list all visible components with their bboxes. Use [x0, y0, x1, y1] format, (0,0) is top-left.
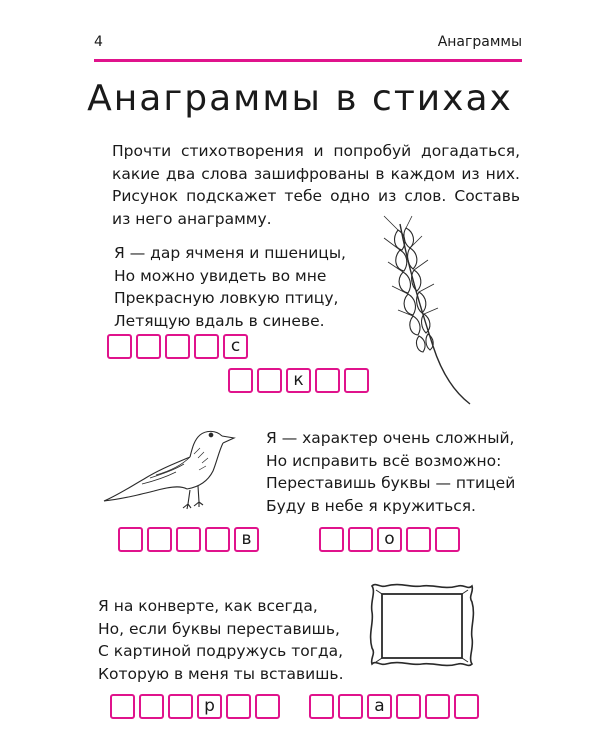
raven-illustration: [100, 418, 235, 513]
letter-box[interactable]: [338, 694, 363, 719]
letter-box[interactable]: к: [286, 368, 311, 393]
letter-box[interactable]: [136, 334, 161, 359]
page-number: 4: [94, 34, 103, 50]
letter-box[interactable]: [165, 334, 190, 359]
letter-box[interactable]: [396, 694, 421, 719]
riddle-3-word-2-boxes: [309, 694, 479, 719]
letter-box[interactable]: [118, 527, 143, 552]
poem-line: Но, если буквы переставишь,: [98, 619, 340, 638]
letter-box[interactable]: [194, 334, 219, 359]
riddle-1-poem: [114, 242, 346, 332]
letter-box[interactable]: [147, 527, 172, 552]
poem-line: Но можно увидеть во мне: [114, 266, 327, 285]
letter-box[interactable]: [255, 694, 280, 719]
riddle-3-poem: [98, 595, 344, 685]
poem-line: Я — дар ячменя и пшеницы,: [114, 244, 346, 262]
letter-box[interactable]: [176, 527, 201, 552]
letter-box[interactable]: [257, 368, 282, 393]
letter-box[interactable]: [315, 368, 340, 393]
page-title: Анаграммы в стихах: [87, 78, 513, 119]
letter-box[interactable]: р: [197, 694, 222, 719]
letter-box[interactable]: [309, 694, 334, 719]
riddle-1-word-2-boxes: [228, 368, 369, 393]
poem-line: Буду в небе я кружиться.: [266, 496, 476, 515]
letter-box[interactable]: [139, 694, 164, 719]
letter-box[interactable]: [344, 368, 369, 393]
letter-box[interactable]: [107, 334, 132, 359]
letter-box[interactable]: с: [223, 334, 248, 359]
poem-line: Прекрасную ловкую птицу,: [114, 289, 339, 307]
letter-box[interactable]: [406, 527, 431, 552]
letter-box[interactable]: в: [234, 527, 259, 552]
header-rule: [94, 59, 522, 62]
letter-box[interactable]: [205, 527, 230, 552]
letter-box[interactable]: о: [377, 527, 402, 552]
riddle-2-poem: [266, 427, 515, 517]
picture-frame-illustration: [366, 578, 478, 676]
riddle-1-word-1-boxes: [107, 334, 248, 359]
riddle-3-word-1-boxes: [110, 694, 280, 719]
riddle-2-word-2-boxes: [319, 527, 460, 552]
poem-line: Которую в меня ты вставишь.: [98, 664, 344, 683]
poem-line: Переставишь буквы — птицей: [266, 474, 516, 492]
letter-box[interactable]: [226, 694, 251, 719]
riddle-2-word-1-boxes: [118, 527, 259, 552]
poem-line: Но исправить всё возможно:: [266, 451, 502, 470]
letter-box[interactable]: [454, 694, 479, 719]
poem-line: С картиной подружусь тогда,: [98, 642, 344, 660]
poem-line: Я на конверте, как всегда,: [98, 597, 318, 615]
running-head-title: Анаграммы: [437, 34, 522, 50]
poem-line: Летящую вдаль в синеве.: [114, 311, 325, 330]
wheat-ear-illustration: [378, 216, 478, 406]
poem-line: Я — характер очень сложный,: [266, 429, 515, 447]
letter-box[interactable]: [435, 527, 460, 552]
letter-box[interactable]: [348, 527, 373, 552]
letter-box[interactable]: [319, 527, 344, 552]
letter-box[interactable]: [168, 694, 193, 719]
letter-box[interactable]: [228, 368, 253, 393]
intro-paragraph: Прочти стихотворения и попробуй догадаться, какие два слова зашифрованы в каждом из них. Рисунок подскажет тебе одно из слов. Составь из него анаграмму.: [112, 142, 520, 228]
letter-box[interactable]: [425, 694, 450, 719]
letter-box[interactable]: [110, 694, 135, 719]
letter-box[interactable]: а: [367, 694, 392, 719]
